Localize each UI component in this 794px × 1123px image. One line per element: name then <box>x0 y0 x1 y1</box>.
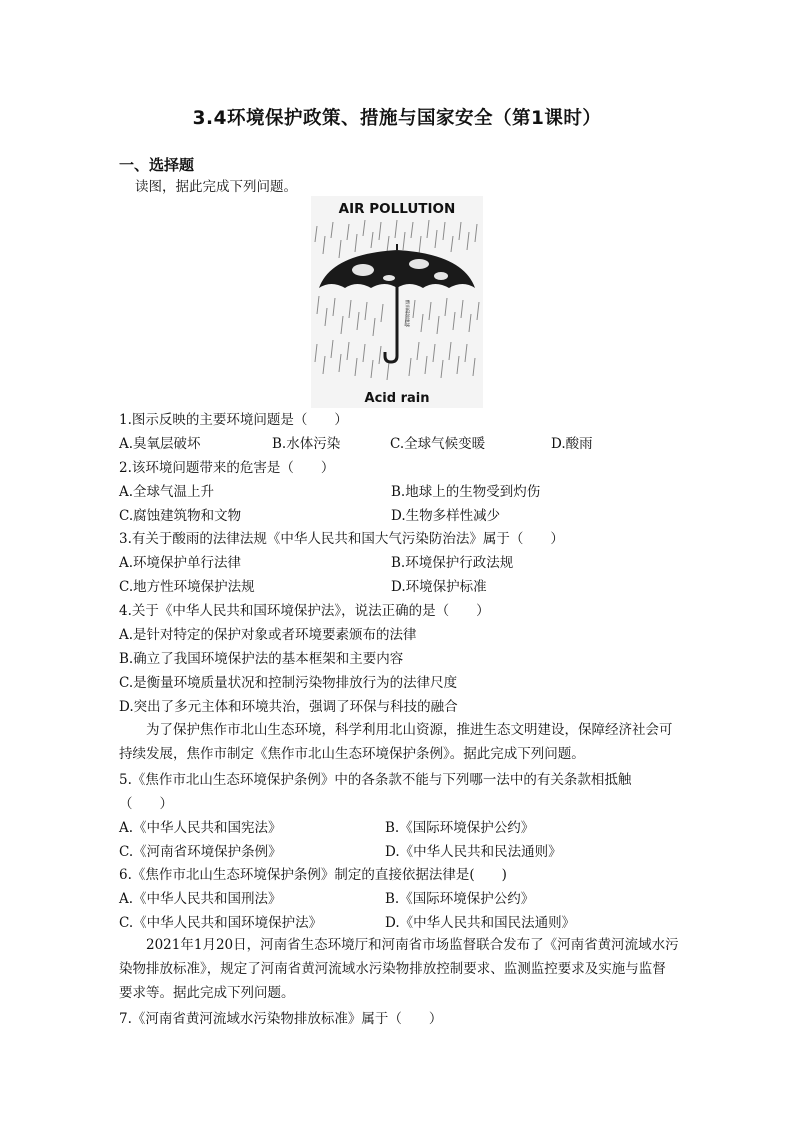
figure-bottom-label: Acid rain <box>364 391 430 406</box>
question-3-option-d: D.环境保护标准 <box>391 579 487 595</box>
question-3-option-a: A.环境保护单行法律 <box>119 555 242 571</box>
section-heading: 一、选择题 <box>119 156 195 174</box>
intro-text: 读图，据此完成下列问题。 <box>135 179 297 195</box>
question-5-option-c: C.《河南省环境保护条例》 <box>119 844 282 860</box>
question-1-option-d: D.酸雨 <box>551 436 593 452</box>
question-3-option-b: B.环境保护行政法规 <box>391 555 514 571</box>
figure-top-label: AIR POLLUTION <box>338 201 456 217</box>
question-7-stem: 7.《河南省黄河流域水污染物排放标准》属于（ ） <box>119 1011 443 1027</box>
question-4-stem: 4.关于《中华人民共和国环境保护法》，说法正确的是（ ） <box>119 603 490 619</box>
question-5-option-d: D.《中华人民共和民法通则》 <box>385 844 562 860</box>
question-5-option-a: A.《中华人民共和国宪法》 <box>119 820 282 836</box>
question-6-option-b: B.《国际环境保护公约》 <box>385 891 535 907</box>
question-6-option-c: C.《中华人民共和国环境保护法》 <box>119 915 323 931</box>
question-6-option-d: D.《中华人民共和国民法通则》 <box>385 915 576 931</box>
question-2-option-b: B.地球上的生物受到灼伤 <box>391 484 541 500</box>
question-1-option-a: A.臭氧层破坏 <box>119 436 201 452</box>
question-3-option-c: C.地方性环境保护法规 <box>119 579 255 595</box>
question-6-stem: 6.《焦作市北山生态环境保护条例》制定的直接依据法律是( ) <box>119 867 507 883</box>
question-1-option-c: C.全球气候变暖 <box>390 436 486 452</box>
question-2-stem: 2.该环境问题带来的危害是（ ） <box>119 460 335 476</box>
figure-handle-label: 酸雨侵蚀地球 <box>404 300 409 327</box>
reading-passage-3: 2021年1月20日，河南省生态环境厅和河南省市场监督联合发布了《河南省黄河流域水污染物排放标准》，规定了河南省黄河流域水污染物排放控制要求、监测监控要求及实施与监督要求等。据此完成下列问题。 <box>119 937 679 1001</box>
question-4-option-a: A.是针对特定的保护对象或者环境要素颁布的法律 <box>119 627 417 643</box>
question-2-option-a: A.全球气温上升 <box>119 484 215 500</box>
question-1-option-b: B.水体污染 <box>272 436 341 452</box>
question-5-stem-blank: （ ） <box>119 796 173 812</box>
question-6-option-a: A.《中华人民共和国刑法》 <box>119 891 282 907</box>
question-5-stem: 5.《焦作市北山生态环境保护条例》中的各条款不能与下列哪一法中的有关条款相抵触 <box>119 772 632 788</box>
question-4-option-b: B.确立了我国环境保护法的基本框架和主要内容 <box>119 651 404 667</box>
question-3-stem: 3.有关于酸雨的法律法规《中华人民共和国大气污染防治法》属于（ ） <box>119 531 564 547</box>
question-1-stem: 1.图示反映的主要环境问题是（ ） <box>119 412 348 428</box>
acid-rain-umbrella-illustration <box>311 196 483 408</box>
question-5-option-b: B.《国际环境保护公约》 <box>385 820 535 836</box>
question-2-option-c: C.腐蚀建筑物和文物 <box>119 508 242 524</box>
question-4-option-c: C.是衡量环境质量状况和控制污染物排放行为的法律尺度 <box>119 675 458 691</box>
question-2-option-d: D.生物多样性减少 <box>391 508 501 524</box>
question-4-option-d: D.突出了多元主体和环境共治，强调了环保与科技的融合 <box>119 699 458 715</box>
document-title: 3.4环境保护政策、措施与国家安全（第1课时） <box>192 108 602 129</box>
reading-passage-2: 为了保护焦作市北山生态环境，科学利用北山资源，推进生态文明建设，保障经济社会可持续发展，焦作市制定《焦作市北山生态环境保护条例》。据此完成下列问题。 <box>119 722 673 762</box>
